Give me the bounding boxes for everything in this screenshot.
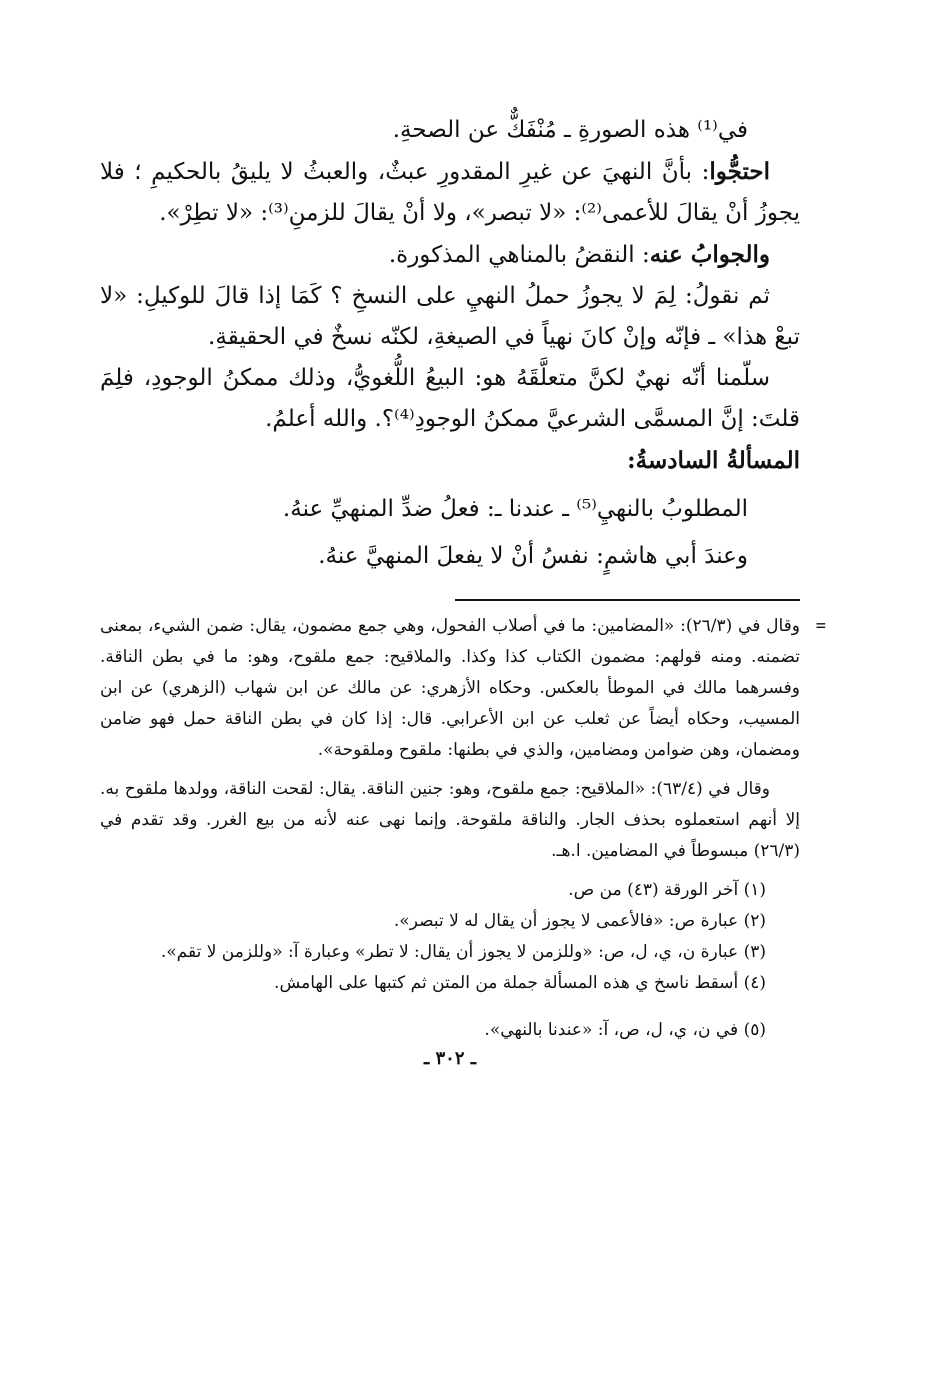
paragraph-5: سلّمنا أنّه نهيٌ لكنَّ متعلَّقَهُ هو: البيعُ اللُّغويُّ، وذلك ممكنُ الوجودِ، فلِمَ قلتَ: إنَّ المسمَّى الشرعيَّ ممكنُ الوجودِ⁽⁴⁾؟. والله أعلمُ. — [100, 365, 800, 432]
footnote-2: (٢) عبارة ص: «فالأعمى لا يجوز أن يقال له لا تبصر». — [393, 911, 766, 931]
paragraph-2 — [100, 151, 800, 234]
continuation-marker: = — [815, 616, 826, 636]
footnote-divider — [455, 599, 800, 601]
footnote-continuation-2: وقال في (٦٣/٤): «الملاقيح: جمع ملقوح، وهو: جنين الناقة. يقال: لقحت الناقة، وولدها ملقوح به. إلا أنهم استعملوه بحذف الجار. والناقة ملقوحة. وإنما نهى عنه لأنه من بيع الغرر. وقد تقدم في (٢٦/٣) مبسوطاً في المضامين. ا.هـ. — [100, 779, 800, 861]
footnote-1: (١) آخر الورقة (٤٣) من ص. — [568, 880, 766, 900]
section-heading: المسألةُ السادسةُ: — [627, 447, 800, 474]
paragraph-3-lead: والجوابُ عنه — [649, 241, 770, 268]
paragraph-6: المطلوبُ بالنهيِ⁽⁵⁾ ـ عندنا ـ: فعلُ ضدِّ المنهيِّ عنهُ. — [282, 496, 748, 522]
main-text — [100, 110, 800, 577]
footnote-continuation-1: وقال في (٢٦/٣): «المضامين: ما في أصلاب الفحول، وهي جمع مضمون، يقال: ضمن الشيء، بمعنى تضمنه. ومنه قولهم: مضمون الكتاب كذا وكذا. والملاقيح: جمع ملقوح، وهو: ما في بطن الناقة. وفسرهما مالك في الموطأ بالعكس. وحكاه الأزهري: عن مالك عن ابن شهاب (الزهري) عن ابن المسيب، وحكاه أيضاً عن ثعلب عن ابن الأعرابي. قال: إذا كان في بطن الناقة حمل فهو ضامن ومضمان، وهن ضوامن ومضامين، والذي في بطنها: ملقوح وملقوحة». — [100, 616, 800, 760]
footnotes — [100, 611, 826, 1046]
paragraph-7: وعندَ أبي هاشمٍ: نفسُ أنْ لا يفعلَ المنهيَّ عنهُ. — [318, 543, 748, 569]
document-page — [100, 110, 826, 1069]
paragraph-2-text: : بأنَّ النهيَ عن غيرِ المقدورِ عبثٌ، والعبثُ لا يليقُ بالحكيمِ ؛ فلا يجوزُ أنْ يقالَ للأعمى⁽²⁾: «لا تبصر»، ولا أنْ يقالَ للزمنِ⁽³⁾: «لا تطِرْ». — [100, 159, 800, 226]
footnote-3: (٣) عبارة ن، ي، ل، ص: «وللزمن لا يجوز أن يقال: لا تطر» وعبارة آ: «وللزمن لا تقم». — [160, 942, 766, 962]
paragraph-3 — [100, 234, 800, 276]
paragraph-1: في⁽¹⁾ هذه الصورةِ ـ مُنْفَكٌّ عن الصحةِ. — [392, 117, 748, 143]
paragraph-2-lead: احتجُّوا — [709, 158, 770, 185]
page-number: ـ ٣٠٢ ـ — [423, 1048, 477, 1069]
paragraph-4: ثم نقولُ: لِمَ لا يجوزُ حملُ النهيِ على النسخِ ؟ كَمَا إذا قالَ للوكيلِ: «لا تبعْ هذا» ـ فإنّه وإنْ كانَ نهياً في الصيغةِ، لكنّه نسخٌ في الحقيقةِ. — [100, 283, 800, 350]
footnote-4: (٤) أسقط ناسخ ي هذه المسألة جملة من المتن ثم كتبها على الهامش. — [274, 973, 766, 993]
paragraph-3-text: : النقضُ بالمناهي المذكورة. — [388, 242, 650, 268]
footnote-5: (٥) في ن، ي، ل، ص، آ: «عندنا بالنهي». — [484, 1020, 766, 1040]
